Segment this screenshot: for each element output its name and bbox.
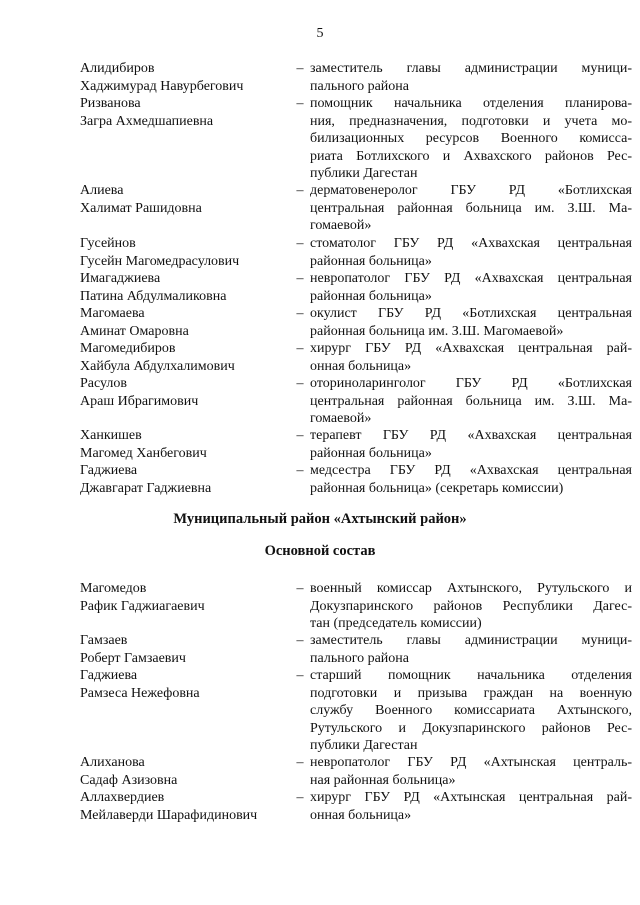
member-name-line: Имагаджиева xyxy=(80,271,161,286)
member-position-line: окулист ГБУ РД «Ботлихская центральная xyxy=(310,306,632,321)
member-position-line: ния, предназначения, подготовки и учета мо- xyxy=(310,113,632,129)
member-name xyxy=(80,789,290,824)
member-name-line: Ризванова xyxy=(80,96,141,111)
member-name-line: Роберт Гамзаевич xyxy=(80,650,186,666)
member-position-line: пального района xyxy=(310,78,409,94)
dash-separator: – xyxy=(296,61,304,76)
district-heading: Муниципальный район «Ахтынский район» xyxy=(173,511,467,527)
member-entry xyxy=(80,580,632,633)
member-name-line: Гаджиева xyxy=(80,668,138,683)
member-name xyxy=(80,305,290,340)
member-position-line: терапевт ГБУ РД «Ахвахская центральная xyxy=(310,428,632,443)
dash-separator: – xyxy=(296,236,304,251)
member-position-line: Докузпаринского районов Республики Дагес- xyxy=(310,598,632,614)
dash-separator: – xyxy=(296,376,304,391)
member-name-line: Гаджиева xyxy=(80,463,138,478)
member-position-line: заместитель главы администрации муници- xyxy=(310,633,632,648)
member-entry xyxy=(80,340,632,375)
member-name-line: Садаф Азизовна xyxy=(80,772,178,788)
member-position-line: районная больница» xyxy=(310,253,432,269)
member-name-line: Халимат Рашидовна xyxy=(80,200,202,216)
member-name xyxy=(80,667,290,702)
member-position-line: центральная районная больница им. З.Ш. Ма- xyxy=(310,200,632,216)
member-name-line: Гамзаев xyxy=(80,633,128,648)
page-number: 5 xyxy=(316,26,324,41)
member-name-line: Хайбула Абдулхалимович xyxy=(80,358,235,374)
member-name-line: Магомедибиров xyxy=(80,341,176,356)
member-name xyxy=(80,375,290,410)
member-position-line: хирург ГБУ РД «Ахтынская центральная рай- xyxy=(310,790,632,805)
member-name-line: Араш Ибрагимович xyxy=(80,393,199,409)
member-entry xyxy=(80,95,632,183)
member-name xyxy=(80,235,290,270)
member-position xyxy=(310,95,632,183)
member-name-line: Магомедов xyxy=(80,581,147,596)
member-name-line: Алидибиров xyxy=(80,61,155,76)
member-entry xyxy=(80,667,632,755)
member-position-line: пального района xyxy=(310,650,409,666)
dash-separator: – xyxy=(296,790,304,805)
member-name-line: Рамзеса Нежефовна xyxy=(80,685,200,701)
member-position-line: невропатолог ГБУ РД «Ахвахская центральная xyxy=(310,271,632,286)
member-position-line: риата Ботлихского и Ахвахского районов Рес- xyxy=(310,148,632,164)
member-entry xyxy=(80,462,632,497)
member-position-line: помощник начальника отделения планирова- xyxy=(310,96,632,111)
member-position xyxy=(310,305,632,340)
member-entry xyxy=(80,375,632,428)
member-name-line: Рафик Гаджиагаевич xyxy=(80,598,205,614)
member-name-line: Магомаева xyxy=(80,306,145,321)
member-name-line: Алиева xyxy=(80,183,124,198)
member-position xyxy=(310,340,632,375)
member-name xyxy=(80,95,290,130)
member-position xyxy=(310,182,632,235)
member-position-line: гомаевой» xyxy=(310,411,372,426)
member-position xyxy=(310,427,632,462)
member-position xyxy=(310,632,632,667)
member-position xyxy=(310,754,632,789)
member-name xyxy=(80,60,290,95)
member-position-line: подготовки и призыва граждан на военную xyxy=(310,685,632,701)
member-name-line: Гусейнов xyxy=(80,236,136,251)
dash-separator: – xyxy=(296,463,304,478)
member-name xyxy=(80,427,290,462)
member-name-line: Ханкишев xyxy=(80,428,142,443)
member-position-line: службу Военного комиссариата Ахтынского, xyxy=(310,703,632,718)
member-entry xyxy=(80,632,632,667)
member-position-line: медсестра ГБУ РД «Ахвахская центральная xyxy=(310,463,632,478)
member-entry xyxy=(80,270,632,305)
member-position-line: публики Дагестан xyxy=(310,166,418,181)
member-name-line: Расулов xyxy=(80,376,128,391)
dash-separator: – xyxy=(296,428,304,443)
member-position-line: онная больница» xyxy=(310,807,412,823)
member-position xyxy=(310,235,632,270)
member-position-line: Рутульского и Докузпаринского районов Рес- xyxy=(310,720,632,736)
dash-separator: – xyxy=(296,755,304,770)
member-position xyxy=(310,60,632,95)
member-position-line: хирург ГБУ РД «Ахвахская центральная рай- xyxy=(310,341,632,356)
member-name xyxy=(80,270,290,305)
member-entry xyxy=(80,182,632,235)
member-position-line: стоматолог ГБУ РД «Ахвахская центральная xyxy=(310,236,632,251)
member-position xyxy=(310,270,632,305)
member-position-line: билизационных ресурсов Военного комисса- xyxy=(310,131,632,146)
member-entry xyxy=(80,427,632,462)
member-position-line: районная больница» (секретарь комиссии) xyxy=(310,480,564,496)
member-position-line: публики Дагестан xyxy=(310,738,418,753)
member-position xyxy=(310,789,632,824)
member-position-line: районная больница» xyxy=(310,288,432,304)
member-position xyxy=(310,375,632,428)
member-name-line: Аминат Омаровна xyxy=(80,323,189,339)
member-name xyxy=(80,340,290,375)
member-position xyxy=(310,462,632,497)
member-position-line: заместитель главы администрации муници- xyxy=(310,61,632,76)
dash-separator: – xyxy=(296,96,304,111)
member-position-line: старший помощник начальника отделения xyxy=(310,668,632,683)
member-entry xyxy=(80,235,632,270)
member-position-line: ная районная больница» xyxy=(310,772,456,788)
member-name xyxy=(80,632,290,667)
member-entry xyxy=(80,60,632,95)
member-position-line: гомаевой» xyxy=(310,218,372,233)
dash-separator: – xyxy=(296,183,304,198)
dash-separator: – xyxy=(296,341,304,356)
dash-separator: – xyxy=(296,271,304,286)
member-position-line: оториноларинголог ГБУ РД «Ботлихская xyxy=(310,376,632,391)
member-position-line: дерматовенеролог ГБУ РД «Ботлихская xyxy=(310,183,632,198)
dash-separator: – xyxy=(296,581,304,596)
member-name xyxy=(80,182,290,217)
member-name-line: Хаджимурад Навурбегович xyxy=(80,78,244,94)
member-name-line: Алиханова xyxy=(80,755,145,770)
member-position-line: центральная районная больница им. З.Ш. Ма- xyxy=(310,393,632,409)
member-position-line: районная больница» xyxy=(310,445,432,461)
member-name-line: Патина Абдулмаликовна xyxy=(80,288,227,304)
member-position-line: тан (председатель комиссии) xyxy=(310,616,482,631)
member-name-line: Аллахвердиев xyxy=(80,790,165,805)
member-name-line: Магомед Ханбегович xyxy=(80,445,207,461)
member-name-line: Джавгарат Гаджиевна xyxy=(80,480,212,496)
member-name-line: Гусейн Магомедрасулович xyxy=(80,253,240,269)
member-position-line: невропатолог ГБУ РД «Ахтынская централь- xyxy=(310,755,632,770)
member-entry xyxy=(80,305,632,340)
member-position xyxy=(310,580,632,633)
dash-separator: – xyxy=(296,633,304,648)
member-name-line: Мейлаверди Шарафидинович xyxy=(80,807,258,823)
member-name xyxy=(80,462,290,497)
member-position xyxy=(310,667,632,755)
member-position-line: военный комиссар Ахтынского, Рутульского и xyxy=(310,581,632,596)
member-position-line: онная больница» xyxy=(310,358,412,374)
member-entry xyxy=(80,789,632,824)
dash-separator: – xyxy=(296,306,304,321)
member-position-line: районная больница им. З.Ш. Магомаевой» xyxy=(310,323,564,339)
dash-separator: – xyxy=(296,668,304,683)
member-entry xyxy=(80,754,632,789)
member-name xyxy=(80,754,290,789)
member-name xyxy=(80,580,290,615)
member-name-line: Загра Ахмедшапиевна xyxy=(80,113,214,129)
composition-heading: Основной состав xyxy=(264,543,376,559)
